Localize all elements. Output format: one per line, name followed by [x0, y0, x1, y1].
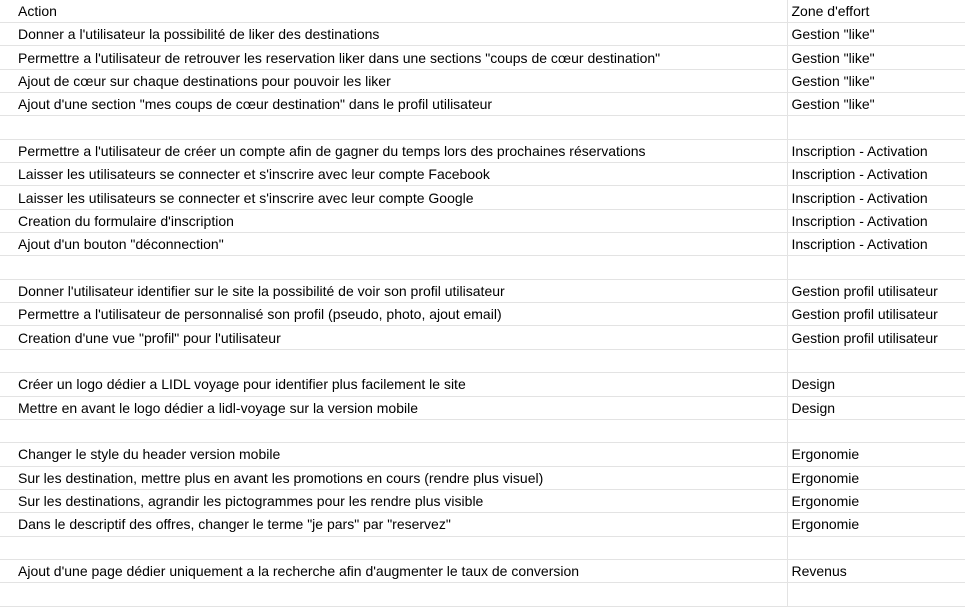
table-row [0, 373, 965, 396]
action-cell[interactable] [0, 583, 787, 606]
zone-cell[interactable]: Design [787, 396, 965, 419]
action-cell[interactable] [0, 349, 787, 372]
action-cell[interactable]: Dans le descriptif des offres, changer le terme "je pars" par "reservez" [0, 513, 787, 536]
action-cell[interactable] [0, 116, 787, 139]
table-row [0, 303, 965, 326]
zone-cell[interactable]: Inscription - Activation [787, 139, 965, 162]
action-cell[interactable] [0, 256, 787, 279]
action-cell[interactable]: Permettre a l'utilisateur de retrouver les reservation liker dans une sections "coups de cœur destination" [0, 46, 787, 69]
zone-cell[interactable] [787, 536, 965, 559]
table-row [0, 513, 965, 536]
zone-cell[interactable]: Inscription - Activation [787, 163, 965, 186]
action-cell[interactable]: Permettre a l'utilisateur de personnalisé son profil (pseudo, photo, ajout email) [0, 303, 787, 326]
action-cell[interactable]: Ajout d'un bouton "déconnection" [0, 233, 787, 256]
zone-cell[interactable]: Gestion "like" [787, 93, 965, 116]
zone-cell[interactable] [787, 349, 965, 372]
zone-cell[interactable]: Inscription - Activation [787, 186, 965, 209]
zone-cell[interactable]: Inscription - Activation [787, 209, 965, 232]
table-row [0, 559, 965, 582]
action-cell[interactable] [0, 536, 787, 559]
action-cell[interactable]: Permettre a l'utilisateur de créer un compte afin de gagner du temps lors des prochaines réservations [0, 139, 787, 162]
zone-cell[interactable]: Ergonomie [787, 466, 965, 489]
table-row [0, 186, 965, 209]
zone-cell[interactable]: Gestion profil utilisateur [787, 326, 965, 349]
table-row [0, 209, 965, 232]
zone-cell[interactable]: Inscription - Activation [787, 233, 965, 256]
action-cell[interactable]: Ajout d'une section "mes coups de cœur destination" dans le profil utilisateur [0, 93, 787, 116]
zone-cell[interactable] [787, 116, 965, 139]
table-row [0, 23, 965, 46]
action-cell[interactable] [0, 419, 787, 442]
zone-cell[interactable]: Gestion profil utilisateur [787, 303, 965, 326]
table-row [0, 256, 965, 279]
header-row [0, 0, 965, 23]
action-cell[interactable]: Sur les destination, mettre plus en avant les promotions en cours (rendre plus visuel) [0, 466, 787, 489]
table-row [0, 69, 965, 92]
table-row [0, 466, 965, 489]
action-cell[interactable]: Laisser les utilisateurs se connecter et s'inscrire avec leur compte Facebook [0, 163, 787, 186]
table-row [0, 326, 965, 349]
zone-cell[interactable]: Revenus [787, 559, 965, 582]
action-cell[interactable]: Ajout d'une page dédier uniquement a la recherche afin d'augmenter le taux de conversion [0, 559, 787, 582]
table-row [0, 583, 965, 606]
action-cell[interactable]: Sur les destinations, agrandir les pictogrammes pour les rendre plus visible [0, 489, 787, 512]
table-row [0, 233, 965, 256]
action-cell[interactable]: Creation du formulaire d'inscription [0, 209, 787, 232]
table-row [0, 116, 965, 139]
table-row [0, 349, 965, 372]
zone-cell[interactable]: Design [787, 373, 965, 396]
action-cell[interactable]: Donner l'utilisateur identifier sur le site la possibilité de voir son profil utilisateur [0, 279, 787, 302]
zone-cell[interactable]: Ergonomie [787, 513, 965, 536]
table-row [0, 163, 965, 186]
action-cell[interactable]: Changer le style du header version mobile [0, 443, 787, 466]
action-cell[interactable]: Laisser les utilisateurs se connecter et s'inscrire avec leur compte Google [0, 186, 787, 209]
table-row [0, 396, 965, 419]
zone-cell[interactable] [787, 256, 965, 279]
zone-cell[interactable]: Gestion "like" [787, 23, 965, 46]
action-cell[interactable]: Donner a l'utilisateur la possibilité de liker des destinations [0, 23, 787, 46]
action-cell[interactable]: Créer un logo dédier a LIDL voyage pour identifier plus facilement le site [0, 373, 787, 396]
table-row [0, 93, 965, 116]
zone-cell[interactable]: Ergonomie [787, 443, 965, 466]
zone-cell[interactable]: Gestion profil utilisateur [787, 279, 965, 302]
action-cell[interactable]: Creation d'une vue "profil" pour l'utilisateur [0, 326, 787, 349]
action-cell[interactable]: Ajout de cœur sur chaque destinations pour pouvoir les liker [0, 69, 787, 92]
table-row [0, 536, 965, 559]
table-row [0, 443, 965, 466]
table-row [0, 279, 965, 302]
action-cell[interactable]: Mettre en avant le logo dédier a lidl-voyage sur la version mobile [0, 396, 787, 419]
column-header-zone[interactable]: Zone d'effort [787, 0, 965, 23]
column-header-action[interactable]: Action [0, 0, 787, 23]
table-row [0, 139, 965, 162]
table-body [0, 23, 965, 607]
table-row [0, 419, 965, 442]
zone-cell[interactable]: Gestion "like" [787, 69, 965, 92]
zone-cell[interactable] [787, 419, 965, 442]
zone-cell[interactable] [787, 583, 965, 606]
table-row [0, 46, 965, 69]
zone-cell[interactable]: Ergonomie [787, 489, 965, 512]
zone-cell[interactable]: Gestion "like" [787, 46, 965, 69]
table-row [0, 489, 965, 512]
